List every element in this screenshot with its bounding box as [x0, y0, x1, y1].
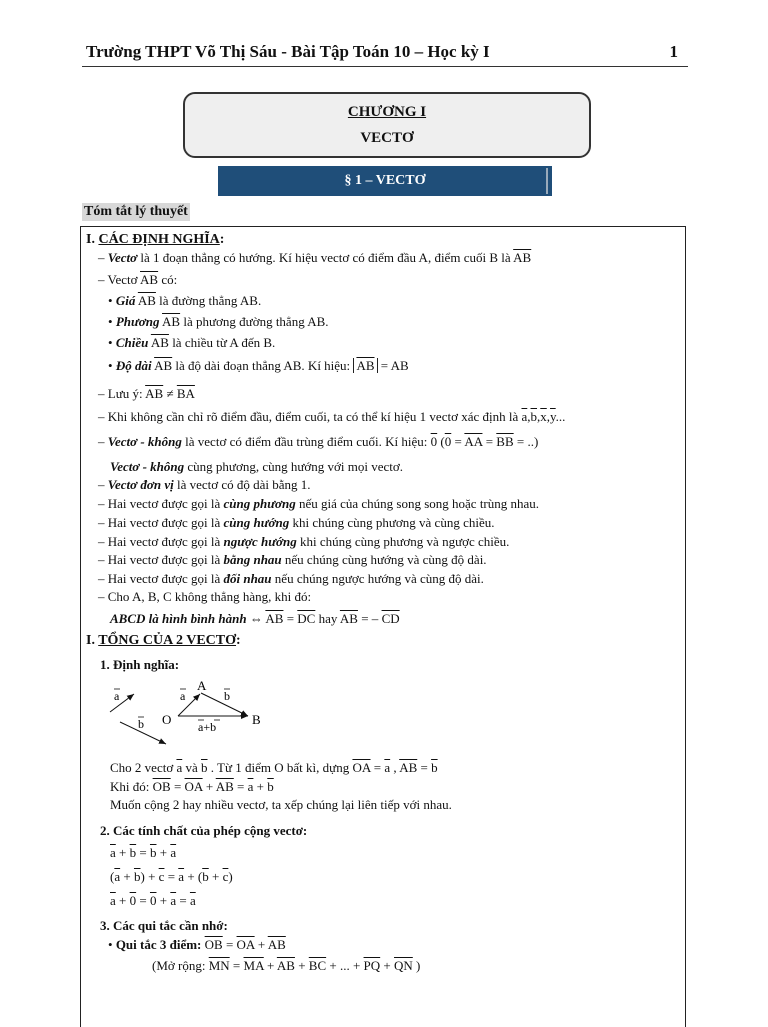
bullet-term: Chiều [115, 335, 149, 350]
given-a2: $\overline{a}$ [384, 760, 391, 775]
p2-plus: + [120, 869, 134, 884]
p2-eq: = [164, 869, 179, 884]
rule-three-points: • Qui tắc 3 điểm: $\overline{OB} = \overline{OA} + \overline{AB}$ [108, 937, 286, 952]
pair-post: khi chúng cùng phương và ngược chiều. [296, 534, 510, 549]
part2-heading-prefix: I. [86, 633, 99, 648]
label-O: O [162, 712, 172, 727]
note-right: $\overline{BA}$ [176, 386, 195, 401]
para-iff: ⇔ [246, 611, 266, 626]
zero-aa: $\overline{AA}$ [464, 434, 483, 449]
parallelogram-line [110, 611, 400, 627]
given-ab: $\overline{AB}$ [399, 760, 418, 775]
vector-has [98, 272, 177, 288]
pair-post: khi chúng cùng phương và cùng chiều. [289, 515, 495, 530]
ext-mn: $\overline{MN}$ [208, 958, 230, 973]
p2-b: $\overline{b}$ [133, 869, 141, 884]
many-line: Muốn cộng 2 hay nhiều vectơ, ta xếp chúng lại liên tiếp với nhau. [110, 797, 452, 812]
then-plus2: + [253, 779, 268, 794]
p2-plus4: + [208, 869, 223, 884]
ext-dots: + ... + [326, 958, 364, 973]
pair-pre: – Hai vectơ được gọi là [98, 515, 224, 530]
pair-term: cùng phương [223, 496, 296, 511]
unnamed-text: – Khi không cần chỉ rõ điểm đầu, điểm cuối, ta có thể kí hiệu 1 vectơ xác định là [98, 409, 522, 424]
p2-plus2: + [144, 869, 159, 884]
p1-plus2: + [156, 845, 171, 860]
bullet-term: Giá [115, 293, 136, 308]
chapter-number: CHƯƠNG I [347, 104, 427, 120]
part2-heading-suffix: : [236, 633, 241, 648]
given-pre: Cho 2 vectơ [110, 760, 177, 775]
p2-c2: $\overline{c}$ [222, 869, 229, 884]
ext-pq: $\overline{PQ}$ [363, 958, 381, 973]
def-symbol: $\overline{AB}$ [513, 250, 532, 265]
para-neg: = – [357, 611, 382, 626]
p2-plus3: + ( [184, 869, 203, 884]
rule-ob: $\overline{OB}$ [204, 937, 223, 952]
zero-bb: $\overline{BB}$ [496, 434, 514, 449]
unnamed-sym: $\overline{x}$ [540, 409, 547, 424]
rule-oa: $\overline{OA}$ [236, 937, 255, 952]
para-dc: $\overline{DC}$ [297, 611, 316, 626]
p1-a2: $\overline{a}$ [170, 845, 177, 860]
zero-vector-line [98, 434, 538, 450]
unnamed-sym: $\overline{b}$ [530, 409, 538, 424]
p1-eq: = [136, 845, 150, 860]
para-cd: $\overline{CD}$ [381, 611, 400, 626]
then-pre: Khi đó: [110, 779, 153, 794]
p3-a: $\overline{a}$ [110, 893, 116, 908]
has-text: có: [158, 272, 178, 287]
bullet-term: Phương [115, 314, 160, 329]
p2-close2: ) [228, 869, 233, 884]
given-comma: , [390, 760, 400, 775]
unit-text: là vectơ có độ dài bằng 1. [173, 477, 311, 492]
p3-a2: $\overline{a}$ [170, 893, 177, 908]
pair-pre: – Hai vectơ được gọi là [98, 496, 224, 511]
chapter-title: VECTƠ [360, 130, 414, 146]
zero-dash: – [98, 434, 108, 449]
bullet-term: Độ dài [115, 358, 152, 373]
bullet-text: là phương đường thẳng AB. [180, 314, 329, 329]
given-line [110, 760, 438, 776]
part2-heading-text: TỔNG CỦA 2 VECTƠ [98, 633, 237, 648]
pair-post: nếu chúng cùng hướng và cùng độ dài. [281, 552, 487, 567]
note-line [98, 386, 195, 402]
chapter-box [183, 92, 591, 158]
p2-a: $\overline{a}$ [114, 869, 121, 884]
bullet-tail: = AB [377, 358, 409, 373]
rule-eq: = [222, 937, 237, 952]
summary-label: Tóm tắt lý thuyết [84, 204, 188, 219]
part1-heading-prefix: I. [86, 232, 99, 247]
pair-line [98, 571, 484, 587]
rule-ab: $\overline{AB}$ [267, 937, 286, 952]
pair-term: ngược hướng [223, 534, 297, 549]
abc-line: – Cho A, B, C không thẳng hàng, khi đó: [98, 589, 312, 604]
def-term: Vectơ [107, 250, 138, 265]
p3-plus: + [115, 893, 130, 908]
bullet-direction: • Phương $\overline{AB}$ là phương đường thẳng AB. [108, 314, 329, 329]
page-header [82, 40, 688, 67]
abs-symbol: $\overline{AB}$ [356, 358, 375, 373]
section-banner [218, 166, 552, 196]
section-banner-edge [546, 168, 548, 194]
vector-sum-figure [100, 676, 280, 752]
pair-line [98, 496, 539, 512]
has-symbol: $\overline{AB}$ [140, 272, 159, 287]
then-line [110, 779, 274, 795]
def-text: là 1 đoạn thẳng có hướng. Kí hiệu vectơ có điểm đầu A, điểm cuối B là [137, 250, 514, 265]
def-dash: – [98, 250, 108, 265]
label-a-2: a [180, 689, 186, 703]
unnamed-sym: $\overline{y}$ [550, 409, 556, 424]
given-and: và [182, 760, 202, 775]
para-eq: = [283, 611, 298, 626]
pair-term: bằng nhau [223, 552, 282, 567]
p3-a3: $\overline{a}$ [189, 893, 196, 908]
section-title: § 1 – VECTƠ [344, 173, 426, 188]
given-b: $\overline{b}$ [201, 760, 208, 775]
page-number: 1 [669, 42, 678, 61]
given-oa: $\overline{OA}$ [352, 760, 371, 775]
given-mid: . Từ 1 điểm O bất kì, dựng [207, 760, 353, 775]
bullet-text: là chiều từ A đến B. [168, 335, 276, 350]
then-a: $\overline{a}$ [247, 779, 254, 794]
bullet-symbol: $\overline{AB}$ [150, 335, 169, 350]
prop-associative [110, 869, 233, 885]
unit-term: Vectơ đơn vị [107, 477, 174, 492]
zero-paren-open: ( [437, 434, 445, 449]
zero-eq-2: = [482, 434, 497, 449]
label-sum: a+b [198, 720, 217, 734]
p2-open: ( [110, 869, 115, 884]
zero-sym-2: 0 [444, 434, 452, 449]
para-term: ABCD là hình bình hành [110, 611, 247, 626]
header-title: Trường THPT Võ Thị Sáu - Bài Tập Toán 10 – Học kỳ I [86, 42, 490, 61]
p2-b2: $\overline{b}$ [202, 869, 209, 884]
ext-eq: = [229, 958, 244, 973]
prop-identity [110, 893, 196, 909]
zero-paren-close: = ..) [513, 434, 539, 449]
s3-title: 3. Các qui tắc cần nhớ: [100, 918, 228, 933]
bullet-text: là đường thẳng AB. [155, 293, 262, 308]
then-oa: $\overline{OA}$ [184, 779, 203, 794]
ext-bc: $\overline{BC}$ [308, 958, 327, 973]
p1-b: $\overline{b}$ [129, 845, 137, 860]
zero-note-text: cùng phương, cùng hướng với mọi vectơ. [184, 459, 404, 474]
bullet-symbol: $\overline{AB}$ [154, 358, 173, 373]
abs-value [353, 358, 377, 373]
p1-plus: + [115, 845, 130, 860]
pair-line [98, 534, 509, 550]
prop-commutative [110, 845, 176, 861]
pair-line [98, 552, 487, 568]
label-b: b [138, 717, 144, 731]
unit-vector-line [98, 477, 311, 493]
rule-term: Qui tắc 3 điểm: [115, 937, 202, 952]
unnamed-tail: ... [555, 409, 566, 424]
def-vector [98, 250, 531, 266]
para-or: hay [315, 611, 340, 626]
p2-a2: $\overline{a}$ [178, 869, 185, 884]
p3-zero: 0 [129, 893, 137, 908]
ext-ab: $\overline{AB}$ [276, 958, 295, 973]
part1-heading [86, 232, 224, 248]
label-a: a [114, 689, 120, 703]
note-prefix: – Lưu ý: [98, 386, 146, 401]
para-ab: $\overline{AB}$ [265, 611, 284, 626]
pair-pre: – Hai vectơ được gọi là [98, 571, 224, 586]
given-eq1: = [370, 760, 385, 775]
zero-note-term: Vectơ - không [110, 459, 185, 474]
pair-term: cùng hướng [223, 515, 290, 530]
then-plus: + [202, 779, 216, 794]
zero-term: Vectơ - không [107, 434, 182, 449]
zero-note [110, 459, 403, 475]
rule-extension: (Mở rộng: $\overline{MN} = \overline{MA} + \overline{AB} + \overline{BC}$ + ... + $\overline{PQ} + \overline{QN}$ ) [152, 958, 421, 973]
label-A: A [197, 678, 207, 693]
p2-c: $\overline{c}$ [158, 869, 165, 884]
given-b2: $\overline{b}$ [431, 760, 438, 775]
para-ab2: $\overline{AB}$ [339, 611, 358, 626]
p1-a: $\overline{a}$ [110, 845, 116, 860]
bullet-symbol: $\overline{AB}$ [162, 314, 181, 329]
then-eq: = [170, 779, 185, 794]
rule-plus: + [254, 937, 268, 952]
then-ob: $\overline{OB}$ [152, 779, 171, 794]
pair-pre: – Hai vectơ được gọi là [98, 534, 224, 549]
part1-heading-suffix: : [219, 232, 225, 247]
unnamed-vector-line: – Khi không cần chỉ rõ điểm đầu, điểm cuối, ta có thể kí hiệu 1 vectơ xác định là $\overline{a},\overline{b},\overline{x},\overline{y}$... [98, 409, 566, 424]
then-b: $\overline{b}$ [267, 779, 274, 794]
ext-ma: $\overline{MA}$ [243, 958, 264, 973]
ext-qn: $\overline{QN}$ [394, 958, 413, 973]
then-eq2: = [233, 779, 248, 794]
part1-heading-text: CÁC ĐỊNH NGHĨA [98, 232, 220, 247]
part2-heading [86, 633, 241, 649]
pair-line [98, 515, 494, 531]
s2-title: 2. Các tính chất của phép cộng vectơ: [100, 823, 308, 838]
p3-eq: = [136, 893, 150, 908]
pair-pre: – Hai vectơ được gọi là [98, 552, 224, 567]
bullet-support: • Giá $\overline{AB}$ là đường thẳng AB. [108, 293, 262, 308]
pair-term: đối nhau [223, 571, 272, 586]
p3-eq2: = [176, 893, 190, 908]
p3-zero2: 0 [149, 893, 157, 908]
p2-close: ) [140, 869, 145, 884]
bullet-orientation: • Chiều $\overline{AB}$ là chiều từ A đến B. [108, 335, 276, 350]
label-B: B [252, 712, 261, 727]
p3-plus2: + [156, 893, 171, 908]
bullet-text: là độ dài đoạn thẳng AB. Kí hiệu: [172, 358, 354, 373]
ext-close: ) [412, 958, 421, 973]
bullet-length: • Độ dài $\overline{AB}$ là độ dài đoạn thẳng AB. Kí hiệu: $\overline{AB}$ = AB [108, 358, 409, 373]
note-left: $\overline{AB}$ [145, 386, 164, 401]
given-eq2: = [417, 760, 432, 775]
unnamed-sym: $\overline{a}$ [521, 409, 528, 424]
pair-post: nếu giá của chúng song song hoặc trùng nhau. [295, 496, 540, 511]
zero-text: là vectơ có điểm đầu trùng điểm cuối. Kí hiệu: [181, 434, 431, 449]
then-ab: $\overline{AB}$ [215, 779, 234, 794]
given-a: $\overline{a}$ [176, 760, 183, 775]
note-op: ≠ [163, 386, 177, 401]
pair-post: nếu chúng ngược hướng và cùng độ dài. [271, 571, 484, 586]
label-b-2: b [224, 689, 230, 703]
s1-title: 1. Định nghĩa: [100, 657, 180, 672]
zero-eq: = [451, 434, 465, 449]
unit-dash: – [98, 477, 108, 492]
bullet-symbol: $\overline{AB}$ [137, 293, 156, 308]
zero-sym: 0 [430, 434, 438, 449]
has-dash: – Vectơ [98, 272, 141, 287]
ext-pre: (Mở rộng: [152, 958, 209, 973]
p1-b2: $\overline{b}$ [149, 845, 157, 860]
